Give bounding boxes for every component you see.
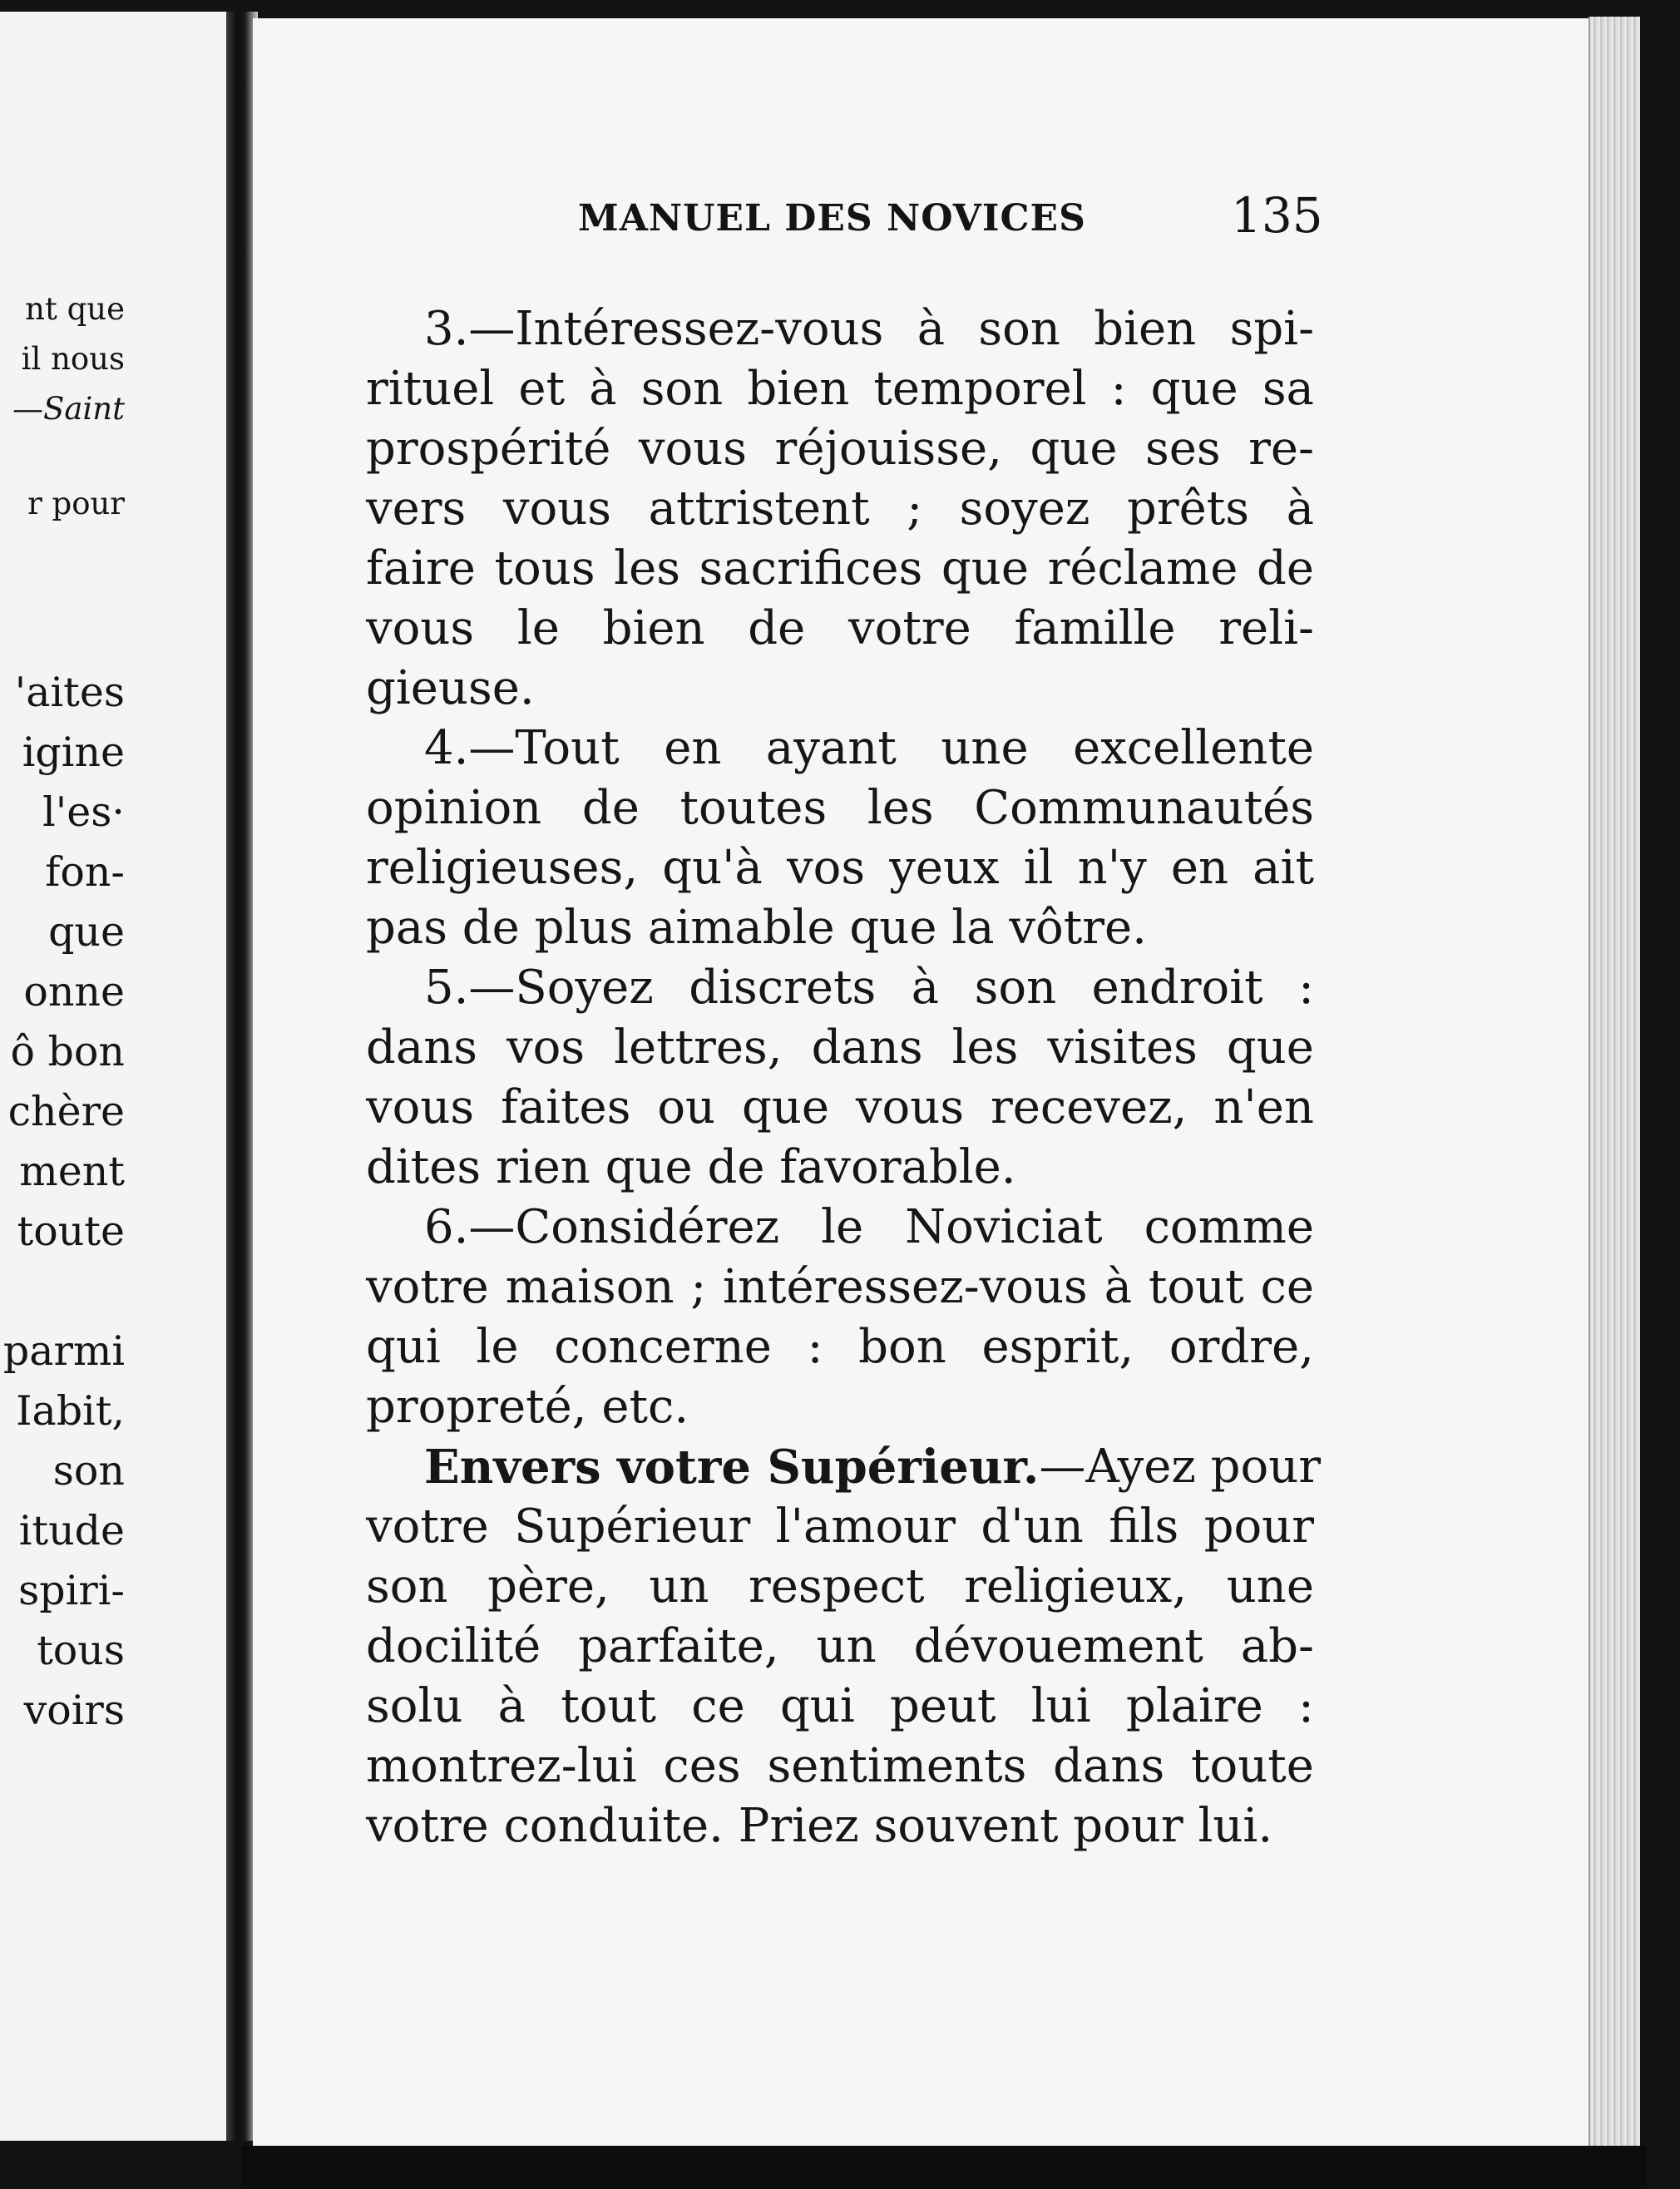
word: le xyxy=(821,1200,864,1254)
word: sentiments xyxy=(767,1739,1027,1793)
left-page-line: spiri- xyxy=(18,1567,125,1614)
word: de xyxy=(748,601,806,655)
word: pour xyxy=(1203,1500,1314,1554)
word: dans xyxy=(811,1020,923,1075)
left-page-line: chère xyxy=(7,1088,125,1135)
word: votre xyxy=(366,1260,489,1314)
word: qui xyxy=(779,1679,855,1733)
word: rituel xyxy=(366,362,495,416)
word: à xyxy=(1104,1260,1132,1314)
word: à xyxy=(911,961,940,1015)
word: comme xyxy=(1144,1200,1314,1254)
word: ces xyxy=(663,1739,741,1793)
word: docilité xyxy=(366,1619,541,1673)
word: prospérité xyxy=(366,422,611,476)
text-line: pas de plus aimable que la vôtre. xyxy=(366,901,1147,955)
text-line: votre conduite. Priez souvent pour lui. xyxy=(366,1799,1273,1853)
word: les xyxy=(951,1020,1019,1075)
left-page-line: il nous xyxy=(21,341,125,377)
word: vous xyxy=(855,1080,965,1134)
word: lui xyxy=(1030,1679,1091,1733)
text-line xyxy=(366,599,1314,659)
word: excellente xyxy=(1073,721,1314,775)
text-line xyxy=(366,958,1314,1018)
word: dans xyxy=(366,1020,478,1075)
left-page-line: Iabit, xyxy=(16,1387,125,1435)
word: bon xyxy=(858,1320,946,1374)
word: Supérieur xyxy=(514,1500,751,1554)
text-line xyxy=(366,1677,1314,1737)
left-page-line: ment xyxy=(19,1148,125,1195)
word: faites xyxy=(501,1080,631,1134)
text-line xyxy=(366,1557,1314,1617)
word: sa xyxy=(1262,362,1314,416)
word: : xyxy=(1110,362,1127,416)
text-line xyxy=(366,359,1314,419)
running-title: MANUEL DES NOVICES xyxy=(578,197,1086,240)
word: recevez, xyxy=(990,1080,1188,1134)
word: les xyxy=(867,781,934,835)
left-page-line: igine xyxy=(22,729,125,776)
word: attristent xyxy=(648,482,870,536)
word: bien xyxy=(1094,302,1197,356)
word: fils xyxy=(1109,1500,1179,1554)
text-line xyxy=(366,299,1314,359)
word: Communautés xyxy=(974,781,1314,835)
word: solu xyxy=(366,1679,463,1733)
left-page-line: son xyxy=(52,1447,125,1495)
left-page-line: itude xyxy=(18,1507,125,1554)
word: maison xyxy=(505,1260,674,1314)
left-page-line: r pour xyxy=(27,486,125,521)
left-page-line: onne xyxy=(23,968,125,1015)
word: yeux xyxy=(889,841,1000,895)
left-page-line: —Saint xyxy=(12,391,125,427)
word: ou xyxy=(657,1080,716,1134)
word: ; xyxy=(907,482,923,536)
word: que xyxy=(1226,1020,1314,1075)
word: ordre, xyxy=(1169,1320,1314,1374)
word: opinion xyxy=(366,781,542,835)
word: Noviciat xyxy=(905,1200,1103,1254)
word: les xyxy=(614,541,680,595)
word: esprit, xyxy=(981,1320,1134,1374)
text-line xyxy=(366,479,1314,539)
word: vers xyxy=(366,482,467,536)
text-line: Envers votre Supérieur. —Ayez pour xyxy=(366,1437,1314,1497)
word: père, xyxy=(487,1559,610,1613)
text-line xyxy=(366,419,1314,479)
word: un xyxy=(816,1619,877,1673)
text-line: dites rien que de favorable. xyxy=(366,1140,1016,1194)
text-line xyxy=(366,1617,1314,1677)
word: vous xyxy=(638,422,748,476)
word: que xyxy=(741,1080,830,1134)
word: l'amour xyxy=(775,1500,956,1554)
word: n'en xyxy=(1213,1080,1314,1134)
word: ab- xyxy=(1240,1619,1314,1673)
running-head xyxy=(324,179,1323,254)
left-page-line: ô bon xyxy=(10,1028,125,1075)
word: re- xyxy=(1248,422,1314,476)
word: tout xyxy=(1148,1260,1244,1314)
text-line xyxy=(366,1317,1314,1377)
word: 3.—Intéressez-vous xyxy=(424,302,884,356)
word: concerne xyxy=(554,1320,772,1374)
word: vos xyxy=(506,1020,586,1075)
text-line xyxy=(366,838,1314,898)
left-page-line: voirs xyxy=(23,1687,125,1734)
left-page-line: 'aites xyxy=(14,669,125,716)
bottom-edge xyxy=(241,2146,1647,2189)
word: ; xyxy=(690,1260,707,1314)
word: endroit xyxy=(1091,961,1263,1015)
word: ses xyxy=(1145,422,1221,476)
word: religieuses, xyxy=(366,841,639,895)
word: votre xyxy=(366,1500,489,1554)
word: : xyxy=(1298,961,1314,1015)
word: ce xyxy=(691,1679,745,1733)
text-line xyxy=(366,539,1314,599)
text-line xyxy=(366,1737,1314,1796)
word: dévouement xyxy=(913,1619,1203,1673)
word: à xyxy=(1286,482,1314,536)
word: de xyxy=(581,781,640,835)
word: 5.—Soyez xyxy=(424,961,654,1015)
word: toutes xyxy=(679,781,828,835)
left-page-line: parmi xyxy=(2,1327,125,1375)
page-edge xyxy=(1589,17,1640,2151)
text-line: propreté, etc. xyxy=(366,1380,689,1434)
text-line xyxy=(366,778,1314,838)
text-line xyxy=(366,719,1314,778)
word: son xyxy=(640,362,724,416)
word: visites xyxy=(1047,1020,1198,1075)
word: reli- xyxy=(1218,601,1314,655)
text-line xyxy=(366,1018,1314,1078)
word: 6.—Considérez xyxy=(424,1200,780,1254)
word: intéressez-vous xyxy=(723,1260,1088,1314)
word: dans xyxy=(1053,1739,1165,1793)
word: que xyxy=(941,541,1029,595)
left-page-line: nt que xyxy=(25,291,125,327)
page-number: 135 xyxy=(1231,187,1323,244)
left-page-line: fon- xyxy=(45,848,125,896)
word: en xyxy=(664,721,722,775)
word: un xyxy=(649,1559,709,1613)
word: une xyxy=(941,721,1029,775)
word: vos xyxy=(787,841,866,895)
word: peut xyxy=(889,1679,996,1733)
word: en xyxy=(1170,841,1229,895)
word: vous xyxy=(366,601,475,655)
text-line: gieuse. xyxy=(366,661,535,715)
word: qui xyxy=(366,1320,441,1374)
word: vous xyxy=(502,482,612,536)
word: et xyxy=(518,362,566,416)
body-text xyxy=(366,299,1322,1856)
word: plaire xyxy=(1125,1679,1263,1733)
word: son xyxy=(978,302,1060,356)
word: bien xyxy=(602,601,705,655)
word: montrez-lui xyxy=(366,1739,637,1793)
word: famille xyxy=(1014,601,1176,655)
word: son xyxy=(974,961,1057,1015)
word: le xyxy=(516,601,560,655)
word: spi- xyxy=(1229,302,1314,356)
word: qu'à xyxy=(662,841,763,895)
left-page-line: l'es· xyxy=(42,788,125,836)
word: religieux, xyxy=(964,1559,1188,1613)
word: d'un xyxy=(981,1500,1084,1554)
word: votre xyxy=(848,601,971,655)
text-line xyxy=(366,1258,1314,1317)
word: : xyxy=(807,1320,823,1374)
word: lettres, xyxy=(614,1020,783,1075)
word: discrets xyxy=(689,961,877,1015)
word: que xyxy=(1150,362,1238,416)
word: tous xyxy=(494,541,595,595)
section-heading: Envers votre Supérieur. xyxy=(424,1440,1040,1495)
word: réjouisse, xyxy=(774,422,1002,476)
left-page-fragment xyxy=(0,12,229,2141)
text-line xyxy=(366,1497,1314,1557)
word: ayant xyxy=(765,721,897,775)
word: tout xyxy=(561,1679,657,1733)
word: 4.—Tout xyxy=(424,721,620,775)
left-page-line: toute xyxy=(17,1208,125,1255)
text-line xyxy=(366,1078,1314,1138)
word: ce xyxy=(1260,1260,1314,1314)
word: de xyxy=(1256,541,1314,595)
word: : xyxy=(1298,1679,1314,1733)
text-line xyxy=(366,1198,1314,1258)
word: que xyxy=(1030,422,1118,476)
word: à xyxy=(917,302,946,356)
word: ait xyxy=(1253,841,1314,895)
word: le xyxy=(476,1320,519,1374)
word: à xyxy=(589,362,617,416)
word: il xyxy=(1023,841,1054,895)
left-page-line: tous xyxy=(37,1627,125,1674)
word: sacrifices xyxy=(699,541,923,595)
word: parfaite, xyxy=(578,1619,779,1673)
word: prêts xyxy=(1126,482,1249,536)
word: n'y xyxy=(1077,841,1147,895)
word: son xyxy=(366,1559,448,1613)
word: une xyxy=(1226,1559,1314,1613)
word: temporel xyxy=(873,362,1087,416)
word: réclame xyxy=(1047,541,1238,595)
left-page-line: que xyxy=(48,908,125,956)
word: respect xyxy=(749,1559,925,1613)
word: à xyxy=(497,1679,526,1733)
word: bien xyxy=(747,362,850,416)
word: vous xyxy=(366,1080,475,1134)
word: toute xyxy=(1191,1739,1314,1793)
word: faire xyxy=(366,541,476,595)
word: soyez xyxy=(959,482,1090,536)
